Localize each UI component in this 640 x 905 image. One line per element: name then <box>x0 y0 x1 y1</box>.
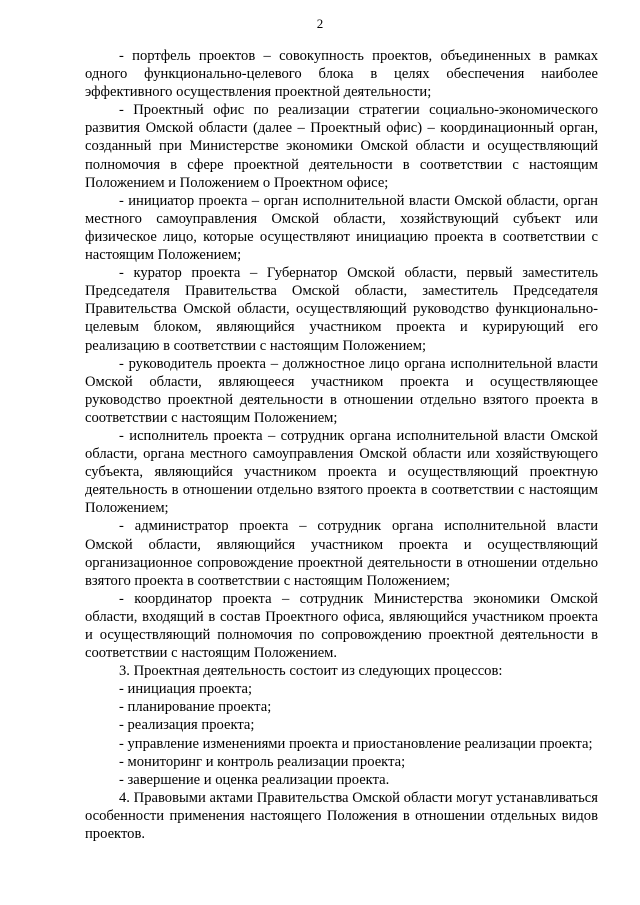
clause-3-heading: 3. Проектная деятельность состоит из следующих процессов: <box>119 663 503 680</box>
document-body <box>85 47 598 843</box>
process-implementation: - реализация проекта; <box>119 717 255 734</box>
process-completion: - завершение и оценка реализации проекта. <box>119 771 390 788</box>
definition-project-manager: - руководитель проекта – должностное лицо органа исполнительной власти Омской области, являющееся участником проекта и осуществляющее руководство проектной деятельности в отношении отдельно взятого проекта в соответствии с настоящим Положением; <box>85 355 598 426</box>
page-number: 2 <box>316 16 324 31</box>
process-change-management: - управление изменениями проекта и приостановление реализации проекта; <box>119 735 593 752</box>
definition-project-initiator: - инициатор проекта – орган исполнительной власти Омской области, орган местного самоуправления Омской области, хозяйствующий субъект или физическое лицо, которые осуществляют инициацию проекта в соответствии с настоящим Положением; <box>85 192 598 264</box>
definition-project-office: - Проектный офис по реализации стратегии социально-экономического развития Омской области (далее – Проектный офис) – координационный орган, созданный при Министерстве экономики Омской области и осуществляющий полномочия в сфере проектной деятельности в соответствии с настоящим Положением и Положением о Проектном офисе; <box>85 102 598 191</box>
definition-project-curator: - куратор проекта – Губернатор Омской области, первый заместитель Председателя Правительства Омской области, заместитель Председателя Правительства Омской области, осуществляющий руководство функционально-целевым блоком, являющийся участником проекта и курирующий его реализацию в соответствии с настоящим Положением; <box>85 265 598 354</box>
process-initiation: - инициация проекта; <box>119 681 253 698</box>
definition-project-administrator: - администратор проекта – сотрудник органа исполнительной власти Омской области, являющийся участником проекта и осуществляющий организационное сопровождение проектной деятельности в отношении отдельно взятого проекта в соответствии с настоящим Положением; <box>85 518 598 589</box>
process-monitoring: - мониторинг и контроль реализации проекта; <box>119 753 406 770</box>
process-planning: - планирование проекта; <box>119 699 272 716</box>
clause-4: 4. Правовыми актами Правительства Омской области могут устанавливаться особенности применения настоящего Положения в отношении отдельных видов проектов. <box>85 789 598 843</box>
definition-project-coordinator: - координатор проекта – сотрудник Министерства экономики Омской области, входящий в состав Проектного офиса, являющийся участником проекта и осуществляющий полномочия по сопровождению проектной деятельности в соответствии с настоящим Положением. <box>85 590 598 662</box>
definition-project-portfolio: - портфель проектов – совокупность проектов, объединенных в рамках одного функционально-целевого блока в целях обеспечения наиболее эффективного осуществления проектной деятельности; <box>85 48 598 101</box>
definition-project-executor: - исполнитель проекта – сотрудник органа исполнительной власти Омской области, органа местного самоуправления Омской области или хозяйствующего субъекта, являющийся участником проекта и осуществляющий проектную деятельность в отношении отдельно взятого проекта в соответствии с настоящим Положением; <box>85 427 598 517</box>
